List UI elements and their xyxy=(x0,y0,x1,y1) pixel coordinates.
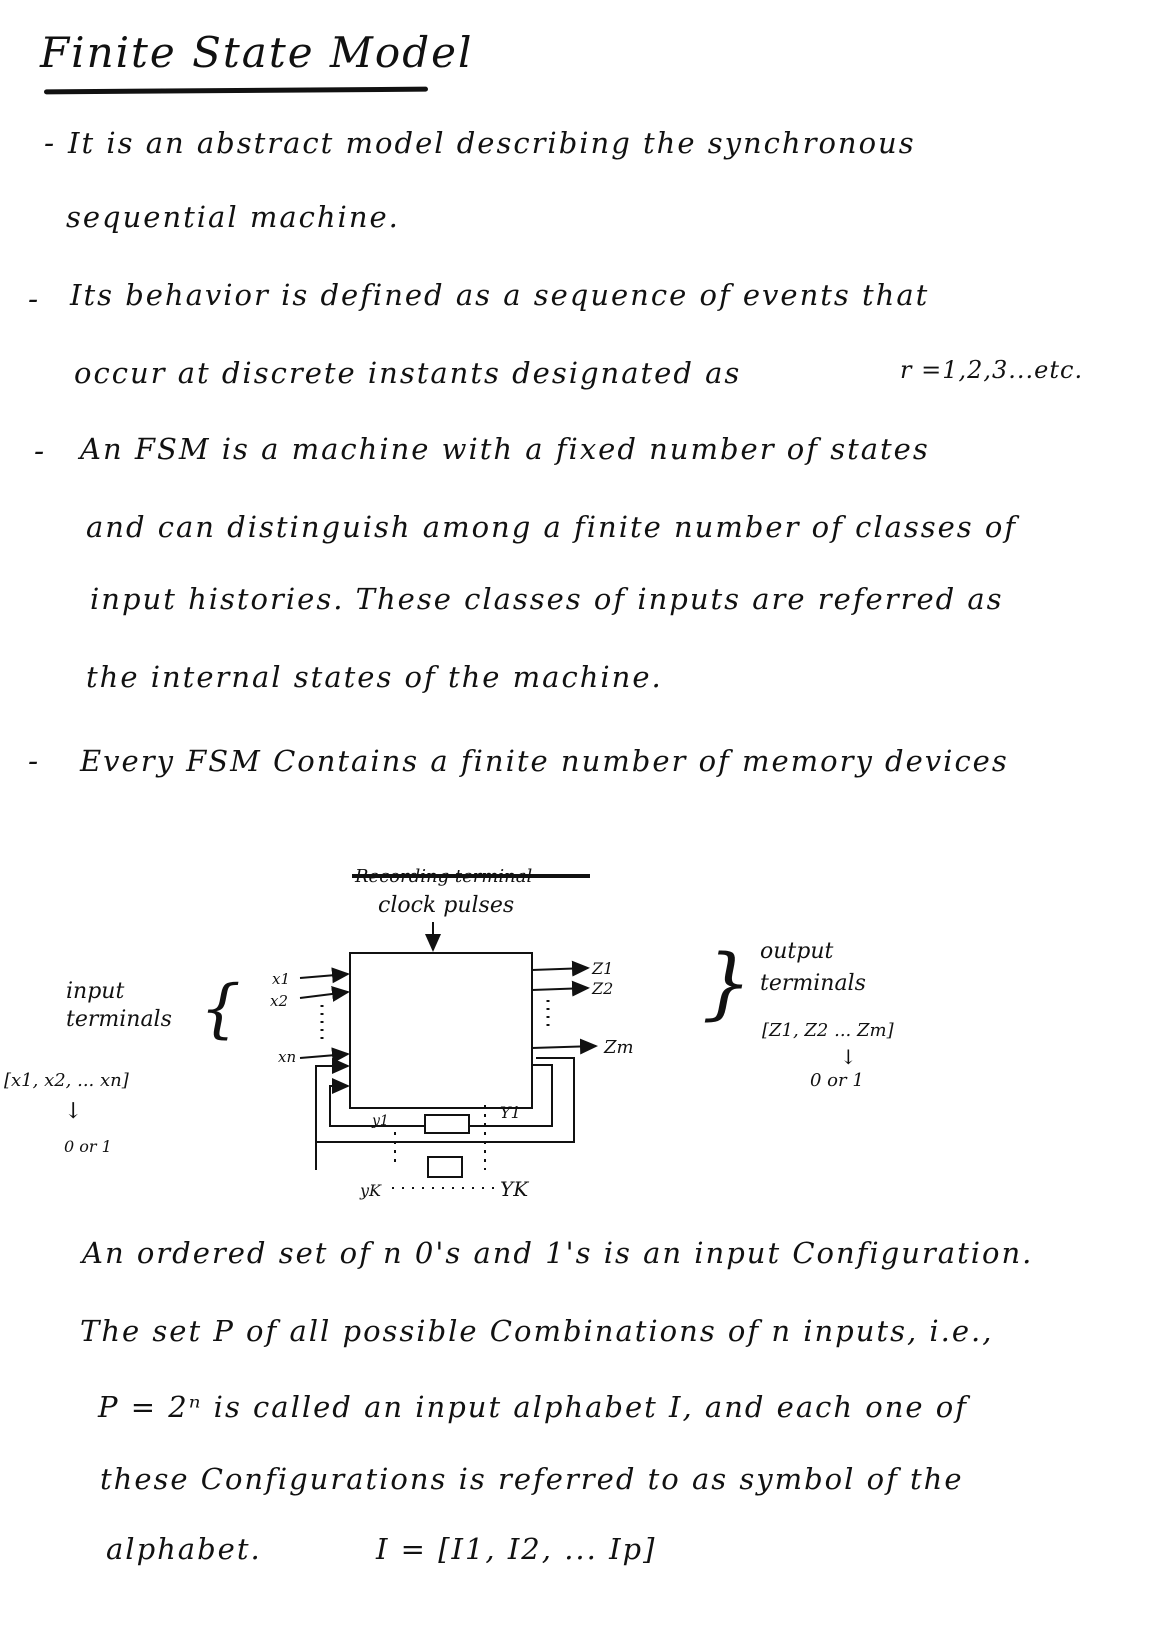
bullet-line: and can distinguish among a finite number of classes of xyxy=(86,510,1018,544)
input-down-arrow: ↓ xyxy=(64,1099,83,1124)
input-arrow xyxy=(300,1054,348,1058)
instant-sequence: r =1,2,3...etc. xyxy=(900,356,1084,384)
output-set: [Z1, Z2 ... Zm] xyxy=(762,1020,894,1041)
bullet-line: input histories. These classes of inputs are referred as xyxy=(90,582,1004,616)
bullet-line: It is an abstract model describing the synchronous xyxy=(68,126,916,160)
input-brace: { xyxy=(200,972,241,1046)
paragraph-line: The set P of all possible Combinations of n inputs, i.e., xyxy=(80,1314,994,1348)
output-arrow xyxy=(532,1046,596,1048)
input-label-2: terminals xyxy=(66,1007,172,1032)
output-zm: Zm xyxy=(604,1037,634,1058)
memory-y1: y1 xyxy=(372,1113,389,1129)
input-x2: x2 xyxy=(270,992,289,1010)
bullet-line: An FSM is a machine with a fixed number of states xyxy=(80,432,930,466)
bullet-dash: - xyxy=(28,744,39,779)
bullet-dash: - xyxy=(28,282,39,317)
title-underline xyxy=(44,87,428,95)
bullet-line: occur at discrete instants designated as xyxy=(74,356,742,390)
memory-Y1: Y1 xyxy=(500,1103,521,1122)
bullet-dash: - xyxy=(44,126,55,161)
bullet-dash: - xyxy=(34,434,45,469)
clock-label: clock pulses xyxy=(378,893,515,918)
input-arrow xyxy=(300,992,348,998)
crossed-out-text: Recording terminal xyxy=(355,866,533,887)
input-x1: x1 xyxy=(272,970,291,988)
paragraph-line: An ordered set of n 0's and 1's is an input Configuration. xyxy=(82,1236,1034,1270)
output-z2: Z2 xyxy=(592,979,614,998)
output-label-2: terminals xyxy=(760,971,866,996)
paragraph-line: these Configurations is referred to as symbol of the xyxy=(100,1462,964,1496)
output-values: 0 or 1 xyxy=(810,1070,864,1091)
state-box xyxy=(350,953,532,1108)
memory-yK: yK xyxy=(360,1181,381,1200)
fsm-diagram xyxy=(0,850,1157,1210)
memory-YK: YK xyxy=(500,1177,529,1201)
memory-element xyxy=(428,1157,462,1177)
output-label-1: output xyxy=(760,939,834,964)
output-down-arrow: ↓ xyxy=(840,1045,857,1069)
bullet-line: Every FSM Contains a finite number of memory devices xyxy=(80,744,1009,778)
bullet-line: the internal states of the machine. xyxy=(86,660,663,694)
output-arrow xyxy=(532,988,588,990)
output-z1: Z1 xyxy=(592,959,614,978)
page-title: Finite State Model xyxy=(40,28,474,77)
output-brace: } xyxy=(702,939,752,1029)
bullet-line: sequential machine. xyxy=(66,200,400,234)
input-label-1: input xyxy=(66,979,125,1004)
input-xn: xn xyxy=(278,1048,297,1066)
paragraph-line: P = 2ⁿ is called an input alphabet I, and each one of xyxy=(98,1390,968,1424)
output-arrow xyxy=(532,968,588,970)
bullet-line: Its behavior is defined as a sequence of events that xyxy=(70,278,930,312)
alphabet-formula: I = [I1, I2, ... Ip] xyxy=(376,1532,657,1566)
input-set: [x1, x2, ... xn] xyxy=(4,1070,129,1091)
input-values: 0 or 1 xyxy=(64,1137,112,1156)
paragraph-line: alphabet. xyxy=(106,1532,262,1566)
memory-element xyxy=(425,1115,469,1133)
input-arrow xyxy=(300,974,348,978)
